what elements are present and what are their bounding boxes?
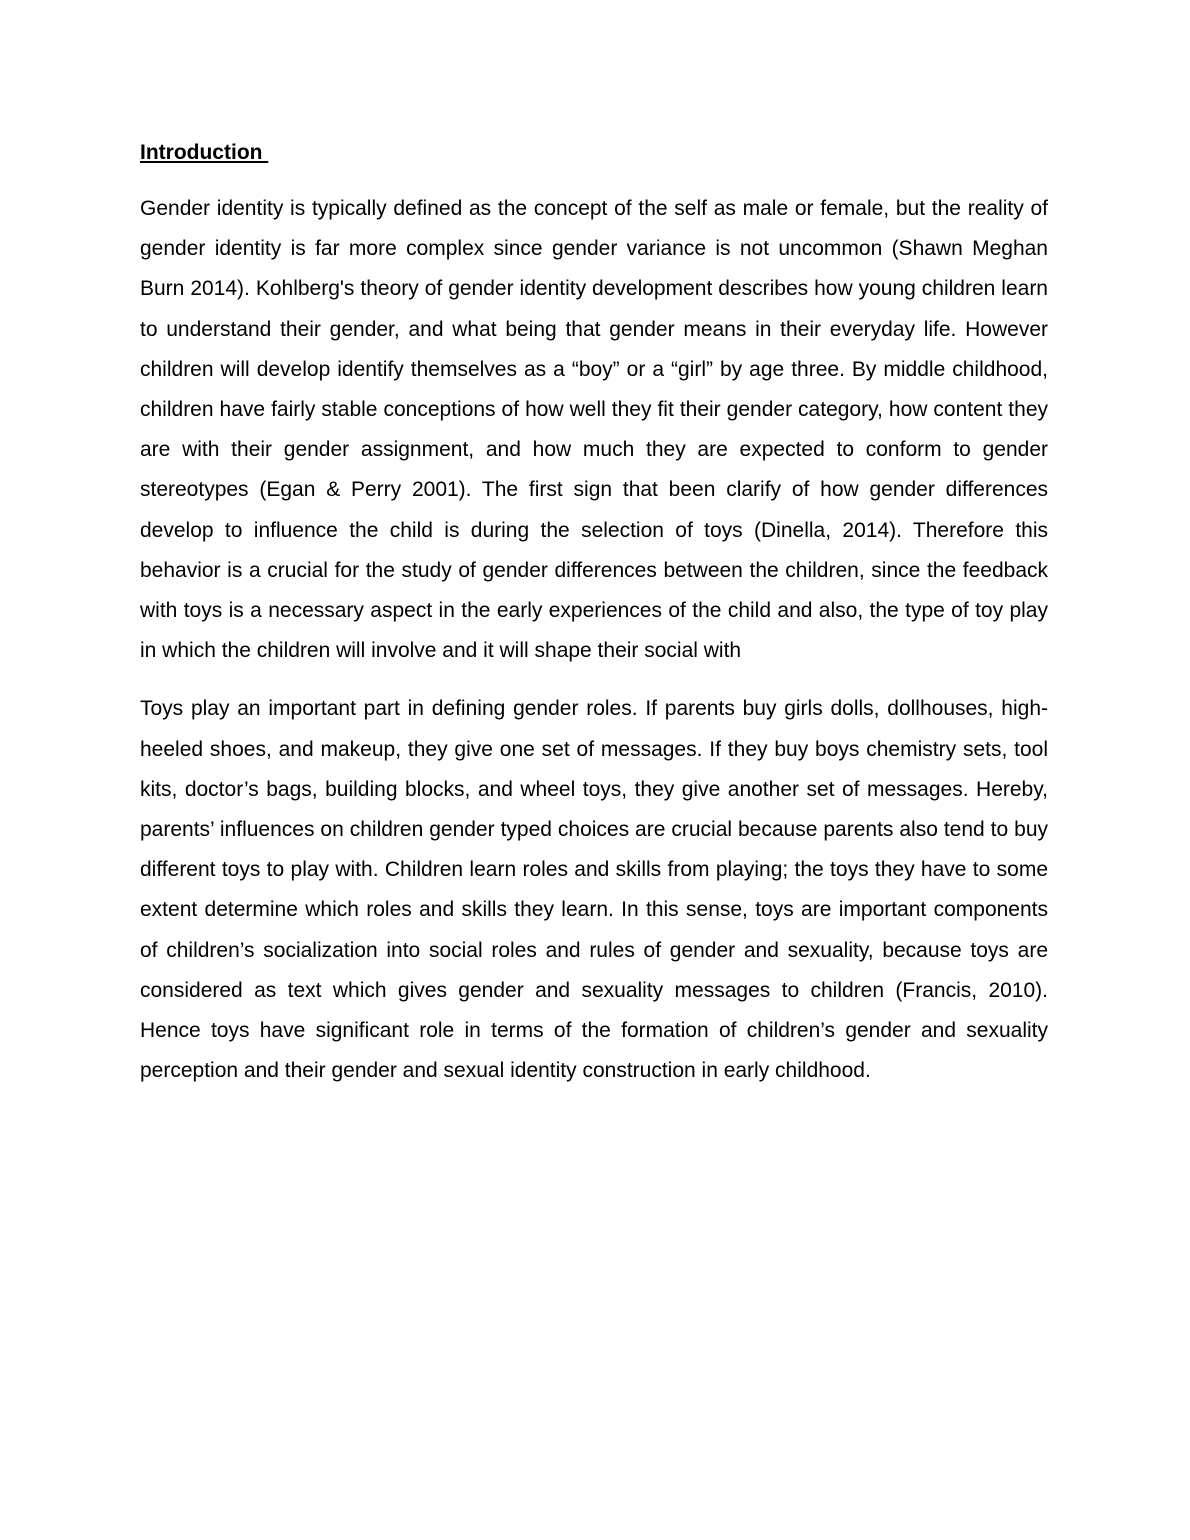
document-body <box>140 138 1048 1109</box>
section-heading: Introduction <box>140 141 269 164</box>
paragraph-2: Toys play an important part in defining gender roles. If parents buy girls dolls, dollhouses, high-heeled shoes, and makeup, they give one set of messages. If they buy boys chemistry sets, tool kits, doctor’s bags, building blocks, and wheel toys, they give another set of messages. Hereby, parents’ influences on children gender typed choices are crucial because parents also tend to buy different toys to play with. Children learn roles and skills from playing; the toys they have to some extent determine which roles and skills they learn. In this sense, toys are important components of children’s socialization into social roles and rules of gender and sexuality, because toys are considered as text which gives gender and sexuality messages to children (Francis, 2010). Hence toys have significant role in terms of the formation of children’s gender and sexuality perception and their gender and sexual identity construction in early childhood. <box>140 697 1048 1083</box>
paragraph-1: Gender identity is typically defined as the concept of the self as male or female, but the reality of gender identity is far more complex since gender variance is not uncommon (Shawn Meghan Burn 2014). Kohlberg's theory of gender identity development describes how young children learn to understand their gender, and what being that gender means in their everyday life. However children will develop identify themselves as a “boy” or a “girl” by age three. By middle childhood, children have fairly stable conceptions of how well they fit their gender category, how content they are with their gender assignment, and how much they are expected to conform to gender stereotypes (Egan & Perry 2001). The first sign that been clarify of how gender differences develop to influence the child is during the selection of toys (Dinella, 2014). Therefore this behavior is a crucial for the study of gender differences between the children, since the feedback with toys is a necessary aspect in the early experiences of the child and also, the type of toy play in which the children will involve and it will shape their social with <box>140 197 1048 663</box>
